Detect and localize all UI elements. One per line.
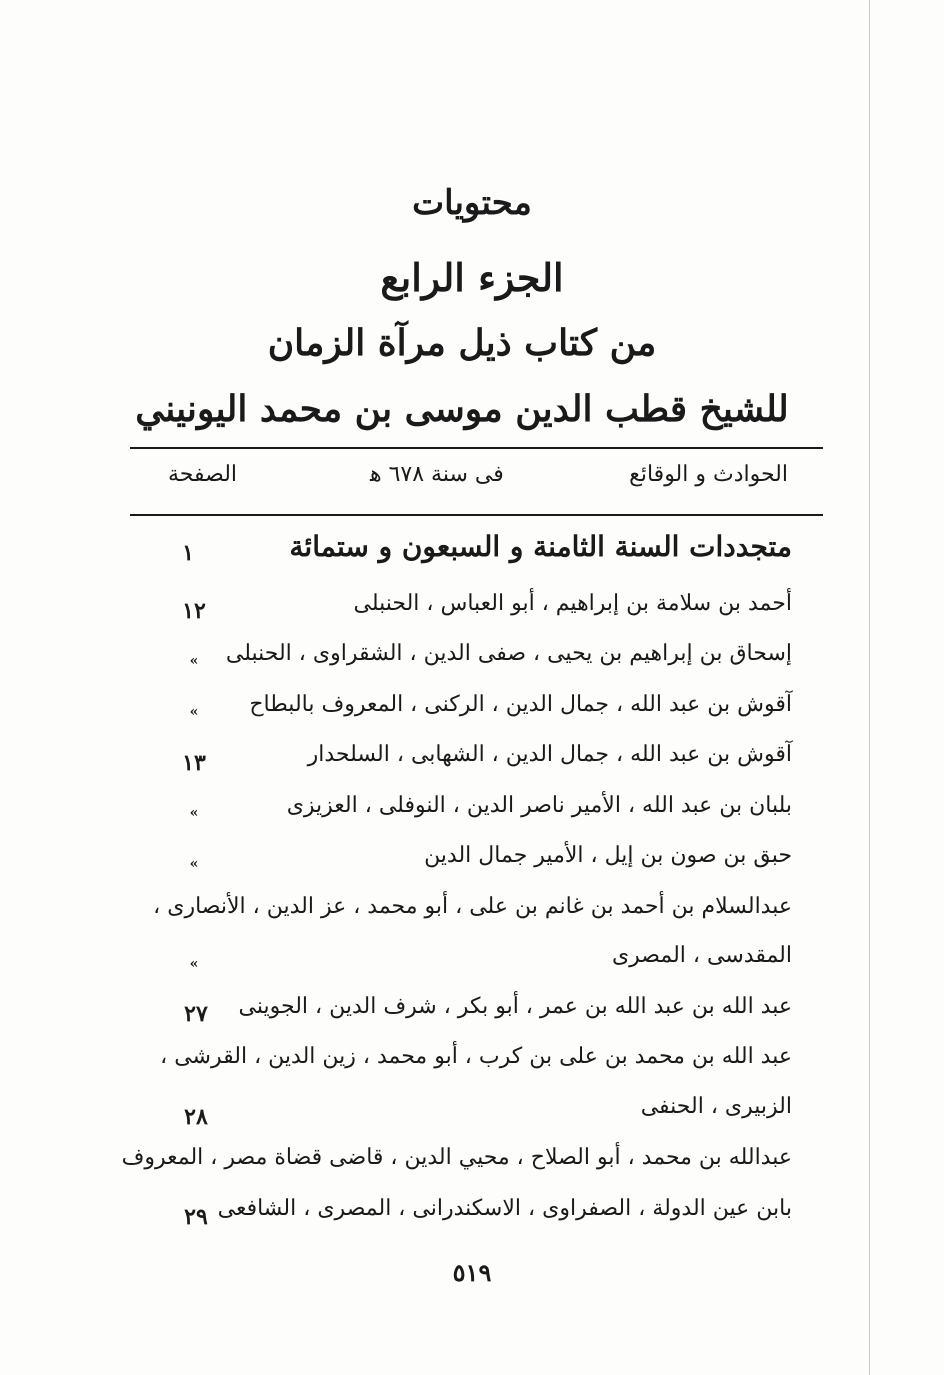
page-number: ٥١٩ bbox=[452, 1258, 492, 1287]
author-line: للشيخ قطب الدين موسى بن محمد اليونيني bbox=[135, 388, 789, 430]
toc-entry-text: الزبيرى ، الحنفى bbox=[640, 1094, 792, 1119]
toc-entry-text: عبد الله بن محمد بن على بن كرب ، أبو محمد ، زين الدين ، القرشى ، bbox=[160, 1044, 792, 1069]
toc-entry-page: » bbox=[189, 856, 199, 872]
toc-entry-page: ١٢ bbox=[182, 598, 206, 624]
toc-entry-page: » bbox=[189, 653, 199, 669]
toc-entry-page: » bbox=[189, 956, 199, 972]
toc-entry-text: آقوش بن عبد الله ، جمال الدين ، الركنى ، المعروف بالبطاح bbox=[249, 692, 792, 717]
toc-entry-text: عبدالسلام بن أحمد بن غانم بن على ، أبو محمد ، عز الدين ، الأنصارى ، bbox=[153, 894, 792, 919]
book-title: من كتاب ذيل مرآة الزمان bbox=[267, 322, 657, 364]
toc-entry-page: » bbox=[189, 704, 199, 720]
column-header-year: فى سنة ٦٧٨ ﻫ bbox=[370, 462, 504, 487]
toc-entry-text: متجددات السنة الثامنة و السبعون و ستمائة bbox=[289, 530, 792, 563]
toc-entry-text: بلبان بن عبد الله ، الأمير ناصر الدين ، النوفلى ، العزيزى bbox=[286, 793, 792, 818]
toc-entry-text: إسحاق بن إبراهيم بن يحيى ، صفى الدين ، الشقراوى ، الحنبلى bbox=[225, 641, 792, 666]
column-header-events: الحوادث و الوقائع bbox=[629, 462, 788, 487]
toc-entry-text: عبدالله بن محمد ، أبو الصلاح ، محيي الدين ، قاضى قضاة مصر ، المعروف bbox=[121, 1145, 792, 1170]
toc-entry-text: عبد الله بن عبد الله بن عمر ، أبو بكر ، شرف الدين ، الجوينى bbox=[238, 994, 792, 1019]
toc-entry-text: آقوش بن عبد الله ، جمال الدين ، الشهابى ، السلحدار bbox=[307, 742, 792, 767]
volume-title: الجزء الرابع bbox=[380, 255, 564, 300]
toc-entry-text: أحمد بن سلامة بن إبراهيم ، أبو العباس ، الحنبلى bbox=[353, 591, 792, 616]
toc-entry-page: ٢٧ bbox=[184, 1001, 208, 1027]
toc-entry-text: المقدسى ، المصرى bbox=[611, 943, 792, 968]
toc-entry-text: بابن عين الدولة ، الصفراوى ، الاسكندرانى ، المصرى ، الشافعى bbox=[217, 1196, 792, 1221]
toc-entry-page: ١ bbox=[182, 540, 194, 566]
toc-entry-page: » bbox=[189, 805, 199, 821]
toc-entry-text: حبق بن صون بن إيل ، الأمير جمال الدين bbox=[424, 843, 792, 868]
column-header-page: الصفحة bbox=[168, 462, 238, 487]
toc-entry-page: ٢٨ bbox=[184, 1104, 208, 1130]
toc-entry-page: ١٣ bbox=[182, 750, 206, 776]
toc-entry-page: ٢٩ bbox=[184, 1204, 208, 1230]
contents-title: محتويات bbox=[412, 183, 532, 223]
